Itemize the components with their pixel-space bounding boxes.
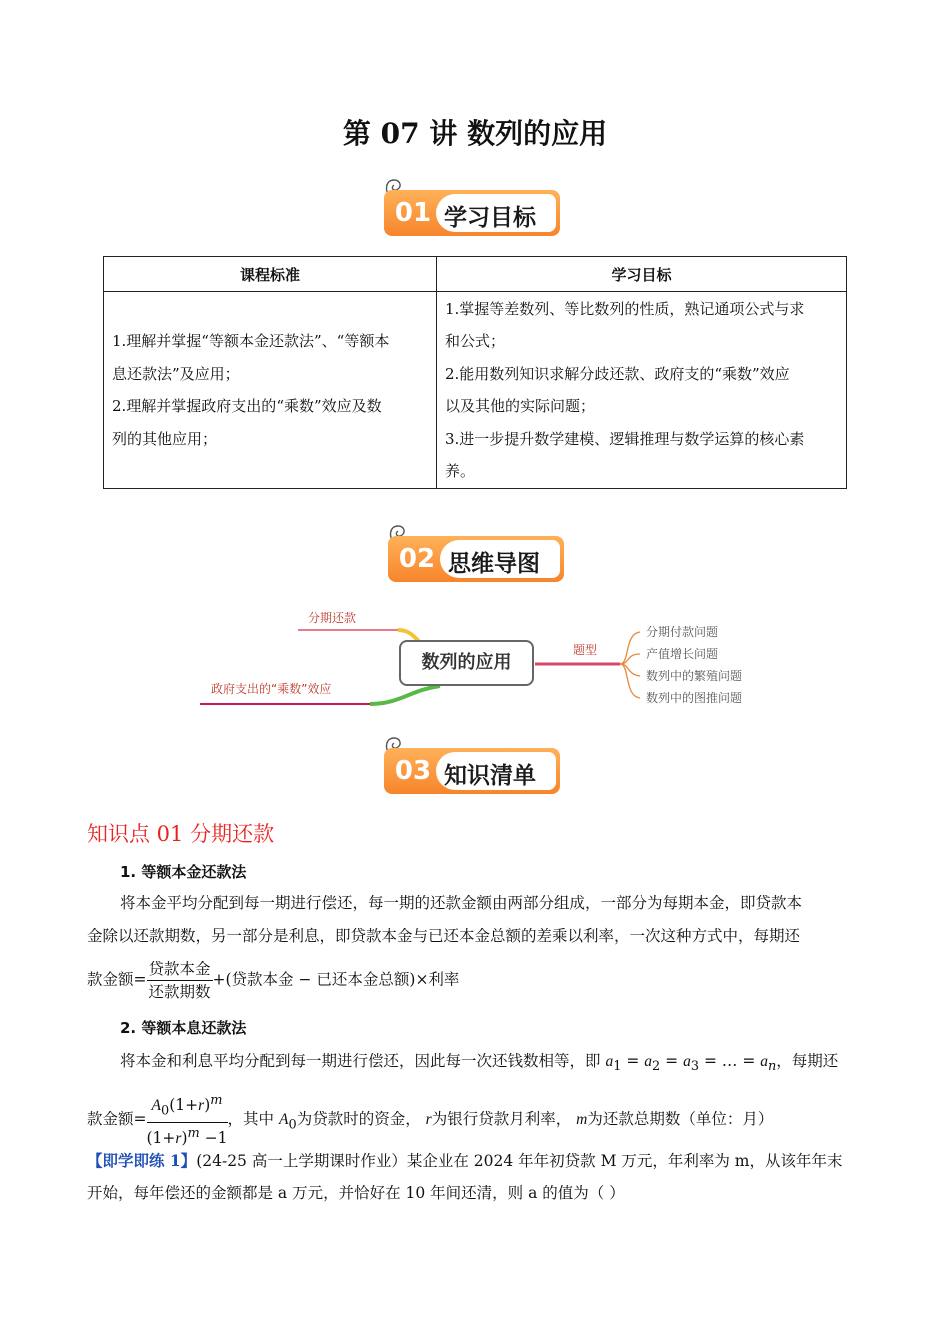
section-label: 思维导图 (448, 551, 540, 577)
fraction (147, 958, 213, 1003)
fraction-denominator: 还款期数 (148, 983, 211, 1001)
table-cell-standards (104, 292, 437, 489)
section-label: 知识清单 (444, 763, 536, 789)
section-banner-mindmap (386, 522, 572, 586)
mindmap-branch: 政府支出的“乘数”效应 (211, 682, 332, 696)
cell-line: 和公式； (445, 332, 506, 350)
cell-line: 息还款法”及应用； (112, 364, 240, 383)
mindmap-branch: 分期还款 (308, 611, 357, 625)
page-title: 第 07 讲 数列的应用 (342, 117, 608, 150)
fraction-numerator: 贷款本金 (147, 958, 213, 981)
method1-formula (87, 958, 459, 1003)
section-number: 03 (394, 756, 432, 786)
practice-line1 (87, 1144, 843, 1178)
fraction (147, 1090, 228, 1150)
table-cell-goals (437, 292, 847, 489)
knowledge-point-title: 知识点 01 分期还款 (87, 822, 275, 846)
cell-line: 以及其他的实际问题； (445, 397, 596, 415)
explain-A: 为贷款时的资金， (296, 1110, 421, 1129)
fraction-numerator: $A_0(1+r)^m$ (147, 1090, 228, 1123)
method1-line1: 将本金平均分配到每一期进行偿还，每一期的还款金额由两部分组成，一部分为每期本金，即贷款本 (120, 894, 803, 912)
formula-prefix: 款金额= (87, 970, 147, 989)
cell-line: 2.能用数列知识求解分歧还款、政府支的“乘数”效应 (445, 364, 790, 383)
mindmap-center: 数列的应用 (399, 640, 534, 686)
method2-title: 2. 等额本息还款法 (120, 1019, 247, 1037)
cell-line: 3.进一步提升数学建模、逻辑推理与数学运算的核心素 (445, 429, 805, 448)
method2-tail: ，每期还 (776, 1052, 839, 1070)
mindmap-item: 分期付款问题 (646, 625, 719, 639)
formula-rest: +(贷款本金 − 已还本金总额)×利率 (212, 970, 460, 989)
cell-line: 1.理解并掌握“等额本金还款法”、“等额本 (112, 332, 390, 350)
explain-m: 为还款总期数（单位：月） (587, 1110, 774, 1129)
mindmap-item: 数列中的繁殖问题 (646, 669, 743, 683)
practice-text: (24-25 高一上学期课时作业）某企业在 2024 年年初贷款 M 万元，年利率为 m，从该年年末 (196, 1152, 843, 1170)
cell-line: 养。 (445, 462, 476, 480)
fraction-denominator: $(1+r)^m -1$ (146, 1126, 228, 1148)
mindmap-item: 产值增长问题 (646, 647, 719, 661)
method1-line2: 金除以还款期数，另一部分是利息，即贷款本金与已还本金总额的差乘以利率，一次这种方式中，每期还 (87, 927, 801, 945)
practice-line2: 开始，每年偿还的金额都是 a 万元，并恰好在 10 年间还清，则 a 的值为（ ） (87, 1184, 625, 1202)
section-banner-knowledge (382, 734, 568, 798)
equal-terms-formula: $a_1 = a_2 = a_3$ = … = $a_n$ (605, 1052, 777, 1075)
section-number: 01 (394, 198, 432, 228)
explain: ，其中 (227, 1110, 275, 1129)
mindmap-item: 数列中的图推问题 (646, 691, 743, 705)
section-number: 02 (398, 544, 436, 574)
cell-line: 列的其他应用； (112, 429, 218, 448)
cell-line: 1.掌握等差数列、等比数列的性质，熟记通项公式与求 (445, 299, 805, 318)
explain-r: 为银行贷款月利率， (431, 1110, 572, 1129)
section-banner-goals (382, 176, 568, 240)
table-header: 学习目标 (437, 257, 847, 292)
standards-table (103, 256, 847, 489)
practice-tag: 【即学即练 1】 (87, 1151, 197, 1170)
method2-formula: 款金额= $\frac{A_0(1+r)^m}{(1+r)^m -1}$ ，其中 $A_0$为贷款时的资金， r为银行贷款月利率， m为还款总期数（单位：月） (87, 1090, 773, 1150)
table-header: 课程标准 (104, 257, 437, 292)
cell-line: 2.理解并掌握政府支出的“乘数”效应及数 (112, 397, 382, 415)
method1-title: 1. 等额本金还款法 (120, 863, 247, 881)
section-label: 学习目标 (444, 205, 536, 231)
method2-text: 将本金和利息平均分配到每一期进行偿还，因此每一次还钱数相等，即 (120, 1052, 601, 1070)
method2-line1 (120, 1045, 838, 1083)
formula-prefix: 款金额= (87, 1110, 147, 1129)
mindmap-branch-types: 题型 (573, 643, 598, 657)
